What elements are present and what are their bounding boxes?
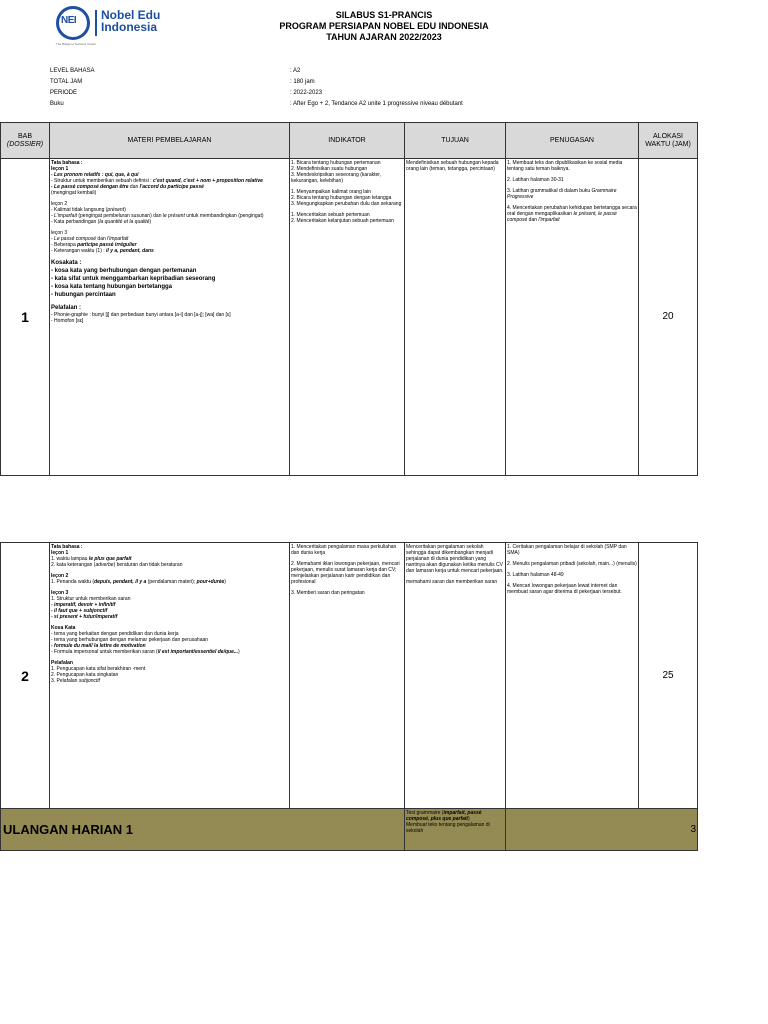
header-indikator: INDIKATOR	[290, 123, 405, 159]
materi-cell: Tata bahasa : leçon 1 1. waktu lampau le plus que parfait 2. kata keterangan (adverbe) beraturan dan tidak beraturan leçon 2 1. Penanda waktu (depuis, pendant, il y a (pendalaman materi); pour+durée) leçon 3 1. Struktur untuk memberikan saran - imperatif, devoir + infinitif - il faut que + subjonctif - si present + futur/imperatif Kosa Kata - tema yang berkaitan dengan pendidikan dan dunia kerja - tema yang berhubungan dengan melamar pekerjaan dan perusahaan - formule du mail/ la lettre de motivation - Formula impersonal untuk memberikan saran (il est important/essentiel de/que...) Pelafalan 1. Pengucapan kata sifat berakhiran -ment 2. Pengucapan kata singkatan 3. Pelafalan subjonctif	[50, 543, 290, 809]
logo-brand: Nobel Edu Indonesia	[101, 8, 161, 34]
header-tujuan: TUJUAN	[405, 123, 506, 159]
header-materi: MATERI PEMBELAJARAN	[50, 123, 290, 159]
header-penugasan: PENUGASAN	[506, 123, 639, 159]
course-info	[50, 66, 463, 110]
document-title: SILABUS S1-PRANCIS PROGRAM PERSIAPAN NOBEL EDU INDONESIA TAHUN AJARAN 2022/2023	[279, 10, 489, 42]
info-row: Buku : After Ego + 2, Tendance A2 unite 1 progressive niveau débutant	[50, 101, 463, 107]
penugasan-cell: 1. Ceritakan pengalaman belajar di sekolah (SMP dan SMA) 2. Menulis pengalaman pribadi (sekolah, main...) (menulis) 3. Latihan halaman 48-49 4. Mencari lowongan pekerjaan lewat internet dan membuat saran agar diterima di pekerjaan tersebut.	[506, 543, 639, 809]
header-bab: BAB (DOSSIER)	[1, 123, 50, 159]
materi-cell: Tata bahasa : leçon 1 - Les pronom relatifs : qui, que, à qui - Struktur untuk memberikan sebuah definisi : c'est quand, c'est + nom + proposition relative - Le passé composé dengan être dan l'accord du participe passé (mengingat kembali) leçon 2 - Kalimat tidak langsung (présent) - L'imparfait (pengingat pembeluran susunan) dan le présent untuk membandingkan (pengingat) - Kata perbandingan (la quantité et la qualité) leçon 3 - Le passé composé dan l'imparfait - Beberapa participe passé irrégulier - Keterangan waktu (1) : il y a, pendant, dans Kosakata : - kosa kata yang berhubungan dengan pertemanan - kata sifat untuk menggambarkan kepribadian seseorang - kosa kata tentang hubungan bertetangga - hubungan percintaan Pelafalan : - Phonie-graphie : bunyi [j] dan perbedaan bunyi antara [a-i] dan [a-j]; [wa] dan [ɛ] - Homofon [sɛ]	[50, 159, 290, 476]
logo-mark: NEI	[61, 15, 77, 26]
info-row: PERIODE : 2022-2023	[50, 90, 323, 96]
bab-number: 1	[1, 159, 50, 476]
indikator-cell: 1. Menceritakan pengalaman masa perkuliahan dan dunia kerja 2. Memahami iklan lowongan pekerjaan, mencari pekerjaan, menulis surat lamaran kerja dan CV; menjelaskan perjalanan karir pendidikan dan profesional 3. Memberi saran dan peringatan	[290, 543, 405, 809]
info-row: TOTAL JAM : 180 jam	[50, 79, 315, 85]
alokasi-jam: 20	[639, 159, 698, 476]
logo-tagline: The Bridge to Success Career	[56, 42, 97, 46]
syllabus-table-1	[0, 122, 698, 476]
penugasan-cell: 1. Membuat teks dan dipublikasikan ke sosial media tentang satu teman baiknya. 2. Latihan halaman 30-31 3. Latihan grammatikal di dalam buku Grammaire Progressive 4. Menceritakan perubahan kehidupan bertetangga secara oral dengan mengaplikasikan le présent, le passé composé dan l'imparfait	[506, 159, 639, 476]
header-alokasi: ALOKASI WAKTU (JAM)	[639, 123, 698, 159]
info-row: LEVEL BAHASA : A2	[50, 68, 301, 74]
alokasi-jam: 25	[639, 543, 698, 809]
indikator-cell: 1. Bicara tentang hubungan pertemanan 2. Mendefinisikan suatu hubungan 3. Mendeskripsikan seseorang (karakter, kekurangan, kelebihan) 1. Menyampaikan kalimat orang lain 2. Bicara tentang hubungan dengan tetangga 3. Mengungkapkan perubahan dulu dan sekarang 1. Menceritakan sebuah pertemuan 2. Menceritakan kelanjutan sebuah pertemuan	[290, 159, 405, 476]
bab-number: 2	[1, 543, 50, 809]
tujuan-cell: Mendefinisikan sebuah hubungan kepada orang lain (teman, tetangga, percintaan)	[405, 159, 506, 476]
tujuan-cell: Menceritakan pengalaman sekolah sehingga dapat dikembangkan menjadi perjalanan di dunia pendidikan yang nantinya akan digunakan ketika menulis CV dan lamaran kerja untuk mencari pekerjaan. memahami saran dan memberikan saran	[405, 543, 506, 809]
ulangan-jam: 3	[506, 809, 698, 851]
ulangan-tujuan: Test grammaire (imparfait, passé composé, plus que parfait) Membuat teks tentang pengalaman di sekolah	[405, 809, 506, 851]
syllabus-table-2	[0, 542, 698, 851]
ulangan-title: ULANGAN HARIAN 1	[1, 809, 405, 851]
ulangan-row	[1, 809, 698, 851]
